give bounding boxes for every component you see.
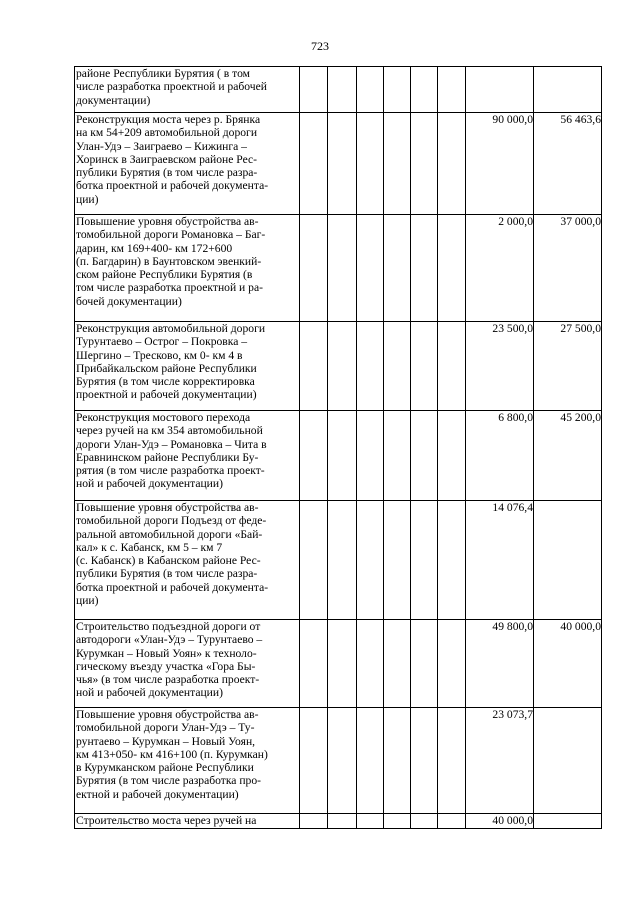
empty-cell [300, 814, 328, 829]
empty-cell [384, 501, 411, 620]
empty-cell [357, 708, 384, 814]
row-description: районе Республики Бурятия ( в том числе разработка проектной и рабочей документации) [75, 67, 300, 113]
value-cell-2: 27 500,0 [534, 322, 602, 411]
empty-cell [384, 113, 411, 215]
empty-cell [411, 620, 438, 708]
empty-cell [411, 814, 438, 829]
empty-cell [411, 411, 438, 501]
value-cell-2 [534, 501, 602, 620]
value-cell-2 [534, 708, 602, 814]
table-row [75, 814, 602, 829]
value-cell-2 [534, 67, 602, 113]
empty-cell [438, 620, 466, 708]
page-number: 723 [311, 39, 329, 53]
empty-cell [411, 215, 438, 322]
empty-cell [300, 322, 328, 411]
value-cell-2: 56 463,6 [534, 113, 602, 215]
empty-cell [328, 814, 357, 829]
empty-cell [300, 501, 328, 620]
empty-cell [357, 814, 384, 829]
empty-cell [411, 67, 438, 113]
empty-cell [300, 215, 328, 322]
empty-cell [328, 322, 357, 411]
table-row [75, 620, 602, 708]
empty-cell [300, 113, 328, 215]
table-row [75, 215, 602, 322]
value-cell-2: 40 000,0 [534, 620, 602, 708]
empty-cell [357, 322, 384, 411]
empty-cell [328, 113, 357, 215]
row-description: Повышение уровня обустройства ав- томобильной дороги Подъезд от феде- ральной автомобильной дороги «Бай- кал» к с. Кабанск, км 5 – км 7 (с. Кабанск) в Кабанском районе Рес- публики Бурятия (в том числе разра- ботка проектной и рабочей документа- ции) [75, 501, 300, 620]
empty-cell [328, 620, 357, 708]
empty-cell [438, 322, 466, 411]
value-cell-2: 45 200,0 [534, 411, 602, 501]
empty-cell [384, 814, 411, 829]
empty-cell [384, 322, 411, 411]
empty-cell [357, 113, 384, 215]
empty-cell [384, 620, 411, 708]
empty-cell [328, 411, 357, 501]
empty-cell [438, 67, 466, 113]
empty-cell [357, 67, 384, 113]
empty-cell [411, 322, 438, 411]
row-description: Реконструкция моста через р. Брянка на км 54+209 автомобильной дороги Улан-Удэ – Заиграево – Кижинга – Хоринск в Заиграевском районе Рес- публики Бурятия (в том числе разра- ботка проектной и рабочей документа- ции) [75, 113, 300, 215]
value-cell-1: 14 076,4 [466, 501, 534, 620]
empty-cell [384, 708, 411, 814]
row-description: Строительство моста через ручей на [75, 814, 300, 829]
empty-cell [328, 708, 357, 814]
value-cell-2 [534, 814, 602, 829]
empty-cell [357, 501, 384, 620]
empty-cell [384, 411, 411, 501]
empty-cell [300, 411, 328, 501]
value-cell-1: 49 800,0 [466, 620, 534, 708]
table-row [75, 708, 602, 814]
value-cell-1: 40 000,0 [466, 814, 534, 829]
table-row [75, 322, 602, 411]
value-cell-1: 2 000,0 [466, 215, 534, 322]
value-cell-1: 23 500,0 [466, 322, 534, 411]
table-row [75, 67, 602, 113]
value-cell-2: 37 000,0 [534, 215, 602, 322]
empty-cell [328, 67, 357, 113]
empty-cell [328, 501, 357, 620]
empty-cell [300, 620, 328, 708]
row-description: Повышение уровня обустройства ав- томобильной дороги Романовка – Баг- дарин, км 169+400- км 172+600 (п. Багдарин) в Баунтовском эвенкий- ском районе Республики Бурятия (в том числе разработка проектной и ра- бочей документации) [75, 215, 300, 322]
empty-cell [328, 215, 357, 322]
table-row [75, 113, 602, 215]
empty-cell [438, 215, 466, 322]
empty-cell [300, 67, 328, 113]
value-cell-1: 23 073,7 [466, 708, 534, 814]
empty-cell [384, 215, 411, 322]
row-description: Строительство подъездной дороги от автодороги «Улан-Удэ – Турунтаево – Курумкан – Новый Уоян» к техноло- гическому въезду участка «Гора Бы- чья» (в том числе разработка проект- ной и рабочей документации) [75, 620, 300, 708]
empty-cell [411, 501, 438, 620]
table-row [75, 501, 602, 620]
empty-cell [438, 113, 466, 215]
table-row [75, 411, 602, 501]
budget-table [74, 66, 602, 829]
empty-cell [438, 501, 466, 620]
empty-cell [357, 620, 384, 708]
value-cell-1: 6 800,0 [466, 411, 534, 501]
empty-cell [384, 67, 411, 113]
empty-cell [438, 708, 466, 814]
empty-cell [300, 708, 328, 814]
row-description: Повышение уровня обустройства ав- томобильной дороги Улан-Удэ – Ту- рунтаево – Курумкан – Новый Уоян, км 413+050- км 416+100 (п. Курумкан) в Курумканском районе Республики Бурятия (в том числе разработка про- ектной и рабочей документации) [75, 708, 300, 814]
empty-cell [411, 708, 438, 814]
row-description: Реконструкция мостового перехода через ручей на км 354 автомобильной дороги Улан-Удэ – Романовка – Чита в Еравнинском районе Республики Бу- рятия (в том числе разработка проект- ной и рабочей документации) [75, 411, 300, 501]
empty-cell [357, 411, 384, 501]
value-cell-1: 90 000,0 [466, 113, 534, 215]
empty-cell [438, 814, 466, 829]
empty-cell [411, 113, 438, 215]
empty-cell [438, 411, 466, 501]
empty-cell [357, 215, 384, 322]
row-description: Реконструкция автомобильной дороги Турунтаево – Острог – Покровка – Шергино – Тресково, км 0- км 4 в Прибайкальском районе Республики Бурятия (в том числе корректировка проектной и рабочей документации) [75, 322, 300, 411]
value-cell-1 [466, 67, 534, 113]
